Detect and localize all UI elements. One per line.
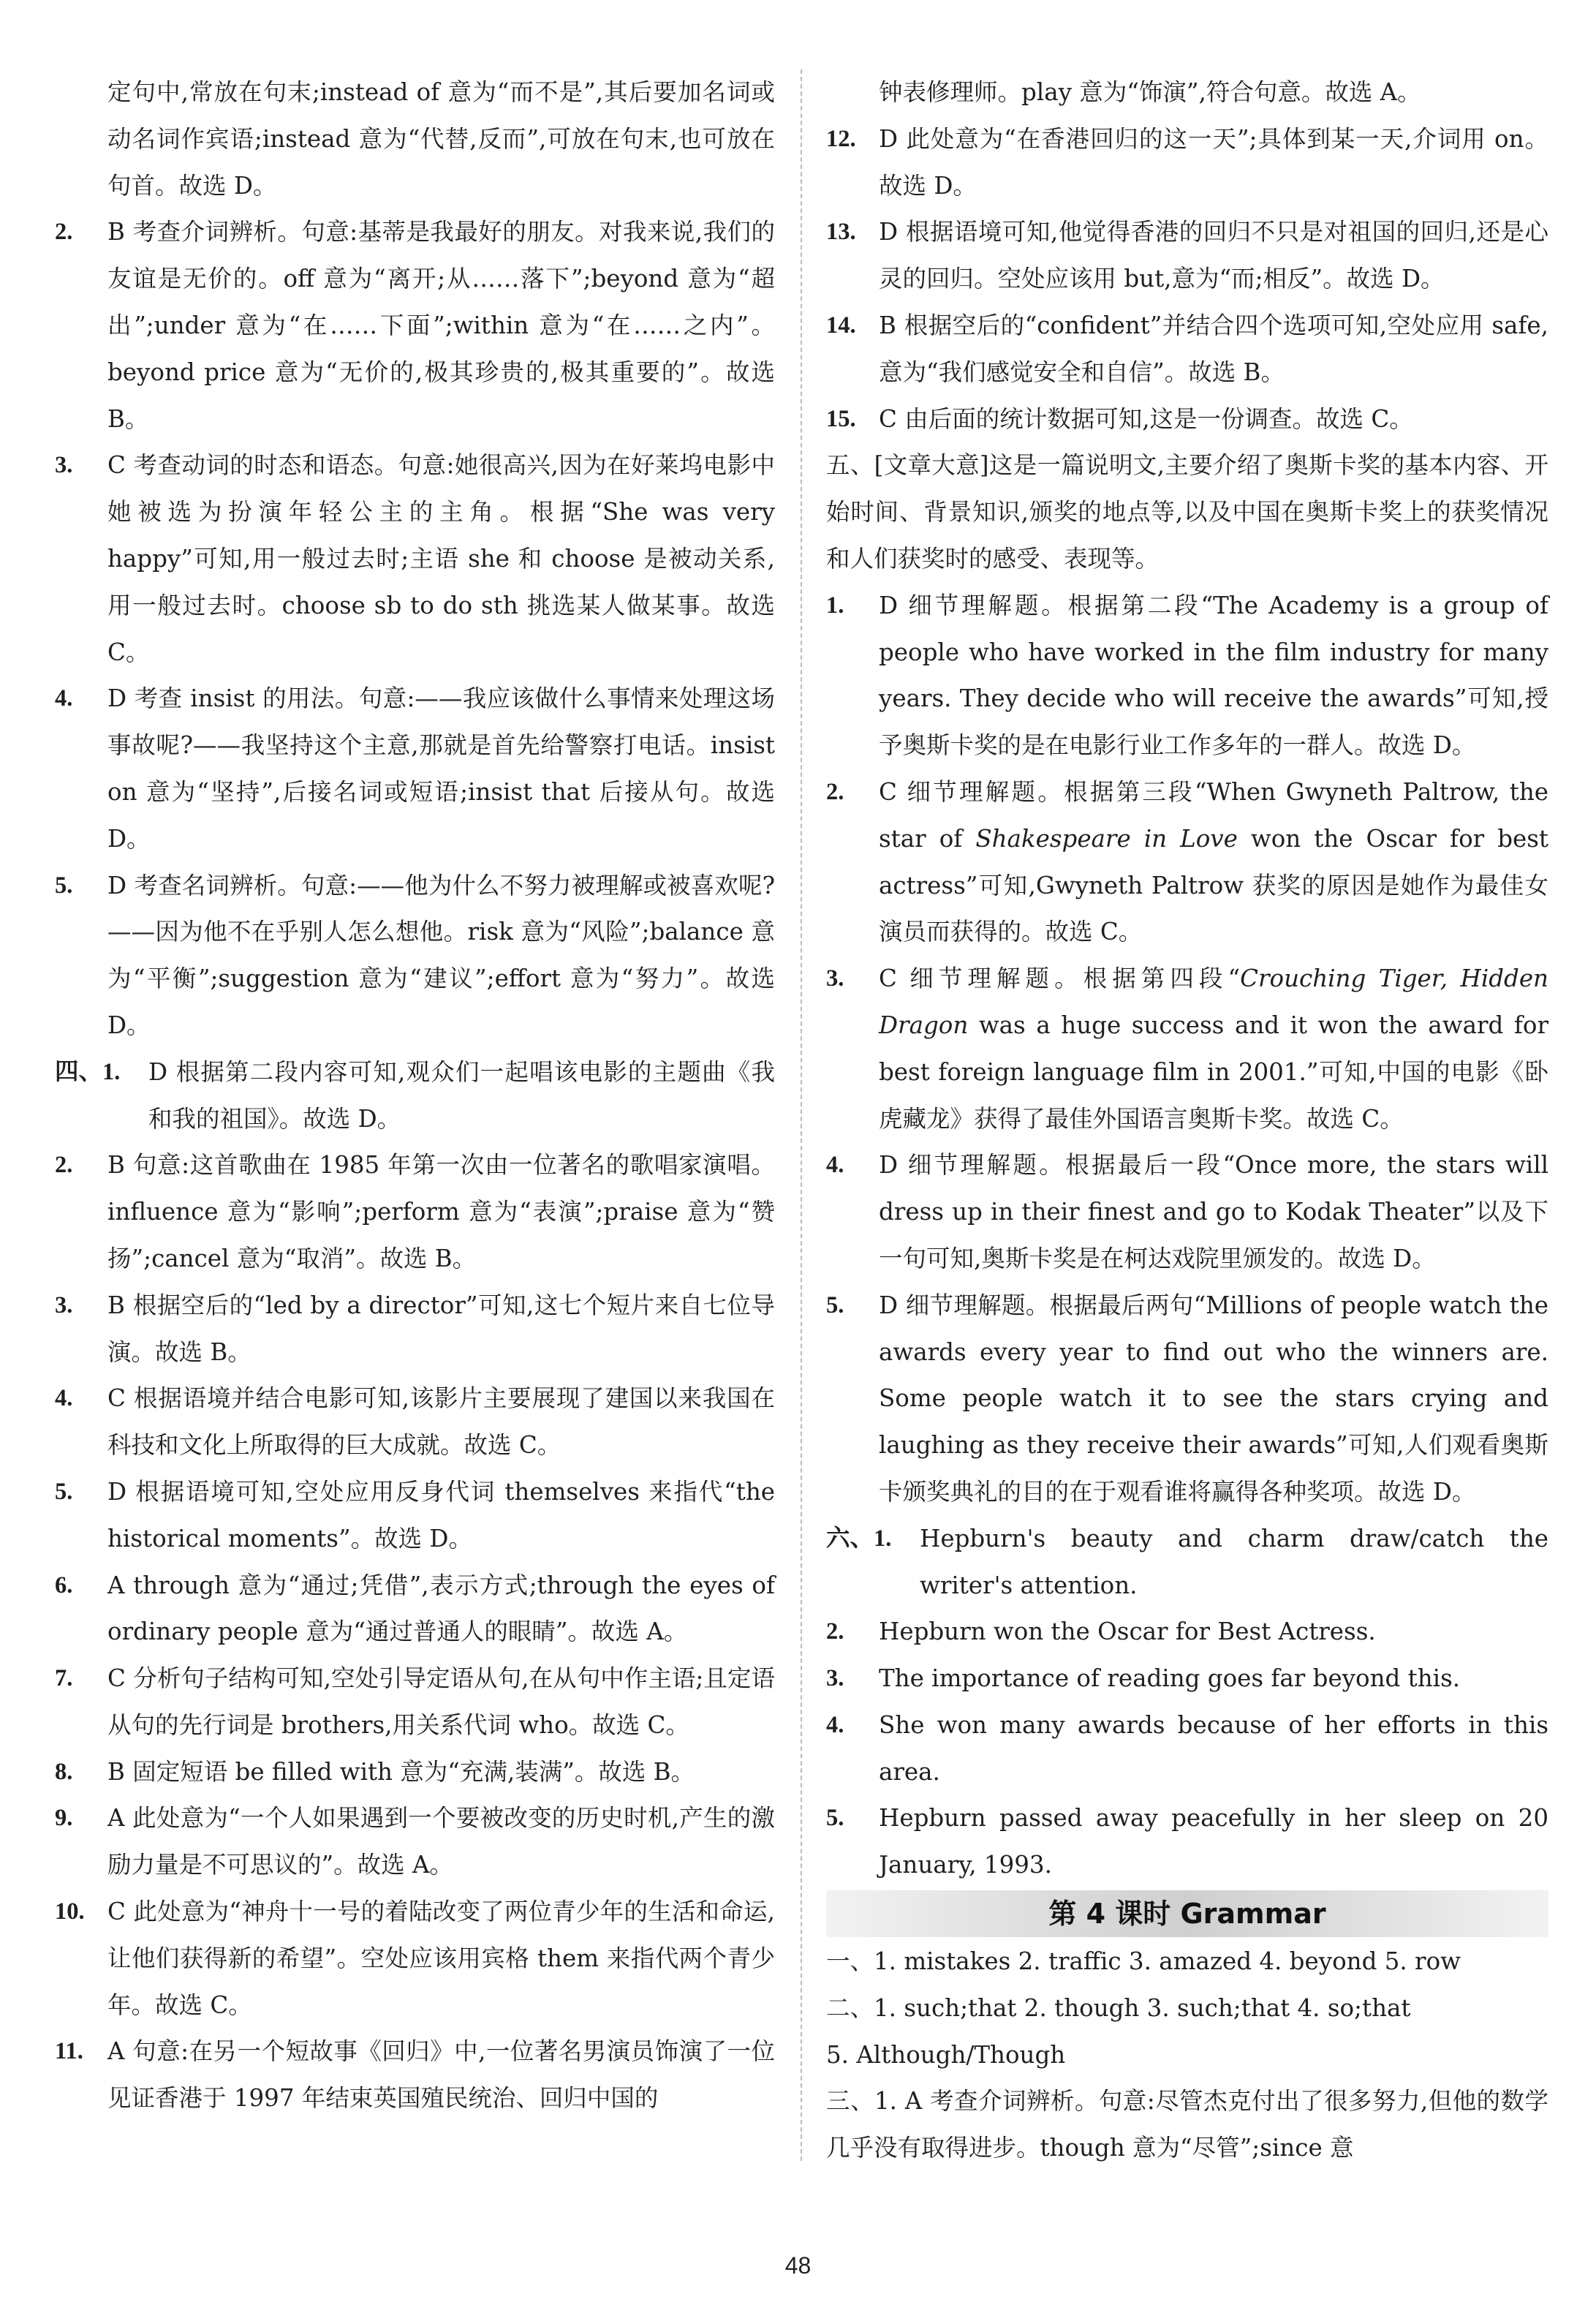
answer-line: 一、1. mistakes 2. traffic 3. amazed 4. beyond 5. row [826, 1947, 1461, 1976]
answer-item: 10. C 此处意为“神舟十一号的着陆改变了两位青少年的生活和命运,让他们获得新的希望”。空处应该用宾格 them 来指代两个青少年。故选 C。 [55, 1898, 775, 2019]
answer-item: 4. She won many awards because of her efforts in this area. [826, 1710, 1548, 1786]
page-number: 48 [784, 2252, 812, 2279]
answer-item: 六、1. Hepburn's beauty and charm draw/catch the writer's attention. [826, 1524, 1548, 1599]
answer-item: 5. D 细节理解题。根据最后两句“Millions of people watch the awards every year to find out who the winners are. Some people watch it to see the stars crying and laughing as they receive their awards”可知,人们观看奥斯卡颁奖典礼的目的在于观看谁将赢得各种奖项。故选 D。 [826, 1291, 1548, 1506]
answer-item: 2. C 细节理解题。根据第三段“When Gwyneth Paltrow, the star of Shakespeare in Love won the Oscar for best actress”可知,Gwyneth Paltrow 获奖的原因是她作为最佳女演员而获得的。故选 C。 [826, 777, 1548, 946]
answer-line: 二、1. such;that 2. though 3. such;that 4. so;that [826, 1993, 1411, 2022]
answer-item: 8. B 固定短语 be filled with 意为“充满,装满”。故选 B。 [55, 1757, 695, 1786]
lesson-heading-banner: 第 4 课时 Grammar [826, 1890, 1548, 1937]
answer-item: 2. B 考查介词辨析。句意:基蒂是我最好的朋友。对我来说,我们的友谊是无价的。off 意为“离开;从……落下”;beyond 意为“超出”;under 意为“在……下面”;within 意为“在……之内”。beyond price 意为“无价的,极其珍贵的,极其重要的”。故选 B。 [55, 218, 775, 433]
answer-item: 3. C 细节理解题。根据第四段“Crouching Tiger, Hidden Dragon was a huge success and it won the award for best foreign language film in 2001.”可知,中国的电影《卧虎藏龙》获得了最佳外国语言奥斯卡奖。故选 C。 [826, 965, 1548, 1133]
right-column [826, 69, 1548, 2172]
answer-item: 9. A 此处意为“一个人如果遇到一个要被改变的历史时机,产生的激励力量是不可思议的”。故选 A。 [55, 1804, 775, 1879]
answer-line: 三、1. A 考查介词辨析。句意:尽管杰克付出了很多努力,但他的数学几乎没有取得进步。though 意为“尽管”;since 意 [826, 2087, 1548, 2162]
answer-item: 3. The importance of reading goes far beyond this. [826, 1664, 1461, 1693]
answer-item: 4. D 考查 insist 的用法。句意:——我应该做什么事情来处理这场事故呢?——我坚持这个主意,那就是首先给警察打电话。insist on 意为“坚持”,后接名词或短语;insist that 后接从句。故选 D。 [55, 684, 775, 853]
answer-line: 5. Although/Though [826, 2040, 1066, 2069]
answer-item: 5. Hepburn passed away peacefully in her sleep on 20 January, 1993. [826, 1804, 1548, 1879]
answer-item: 2. Hepburn won the Oscar for Best Actress. [826, 1618, 1376, 1646]
answer-item: 定句中,常放在句末;instead of 意为“而不是”,其后要加名词或动名词作宾语;instead 意为“代替,反而”,可放在句末,也可放在句首。故选 D。 [107, 78, 775, 200]
answer-item: 12. D 此处意为“在香港回归的这一天”;具体到某一天,介词用 on。故选 D。 [826, 124, 1548, 200]
left-column [55, 69, 775, 2122]
answer-item: 15. C 由后面的统计数据可知,这是一份调查。故选 C。 [826, 404, 1413, 433]
answer-item: 11. A 句意:在另一个短故事《回归》中,一位著名男演员饰演了一位见证香港于 1997 年结束英国殖民统治、回归中国的 [55, 2037, 775, 2113]
answer-item: 14. B 根据空后的“confident”并结合四个选项可知,空处应用 safe,意为“我们感觉安全和自信”。故选 B。 [826, 311, 1548, 386]
answer-item: 13. D 根据语境可知,他觉得香港的回归不只是对祖国的回归,还是心灵的回归。空处应该用 but,意为“而;相反”。故选 D。 [826, 218, 1548, 293]
answer-item: 5. D 考查名词辨析。句意:——他为什么不努力被理解或被喜欢呢?——因为他不在乎别人怎么想他。risk 意为“风险”;balance 意为“平衡”;suggestion 意为“建议”;effort 意为“努力”。故选 D。 [55, 871, 775, 1039]
answer-item: 钟表修理师。play 意为“饰演”,符合句意。故选 A。 [879, 78, 1421, 106]
answer-item: 1. D 细节理解题。根据第二段“The Academy is a group of people who have worked in the film industry for many years. They decide who will receive the awards”可知,授予奥斯卡奖的是在电影行业工作多年的一群人。故选 D。 [826, 591, 1548, 760]
answer-item: 5. D 根据语境可知,空处应用反身代词 themselves 来指代“the historical moments”。故选 D。 [55, 1477, 775, 1552]
answer-item: 3. C 考查动词的时态和语态。句意:她很高兴,因为在好莱坞电影中她被选为扮演年轻公主的主角。根据“She was very happy”可知,用一般过去时;主语 she 和 choose 是被动关系,用一般过去时。choose sb to do sth 挑选某人做某事。故选 C。 [55, 451, 775, 666]
answer-item: 四、1. D 根据第二段内容可知,观众们一起唱该电影的主题曲《我和我的祖国》。故选 D。 [55, 1057, 775, 1133]
answer-item: 4. C 根据语境并结合电影可知,该影片主要展现了建国以来我国在科技和文化上所取得的巨大成就。故选 C。 [55, 1384, 775, 1460]
answer-item: 2. B 句意:这首歌曲在 1985 年第一次由一位著名的歌唱家演唱。influence 意为“影响”;perform 意为“表演”;praise 意为“赞扬”;cancel 意为“取消”。故选 B。 [55, 1151, 775, 1272]
answer-item: 7. C 分析句子结构可知,空处引导定语从句,在从句中作主语;且定语从句的先行词是 brothers,用关系代词 who。故选 C。 [55, 1664, 775, 1739]
answer-item: 3. B 根据空后的“led by a director”可知,这七个短片来自七位导演。故选 B。 [55, 1291, 775, 1366]
article-summary: 五、[文章大意]这是一篇说明文,主要介绍了奥斯卡奖的基本内容、开始时间、背景知识,颁奖的地点等,以及中国在奥斯卡奖上的获奖情况和人们获奖时的感受、表现等。 [826, 451, 1548, 573]
answer-item: 6. A through 意为“通过;凭借”,表示方式;through the eyes of ordinary people 意为“通过普通人的眼睛”。故选 A。 [55, 1571, 775, 1646]
column-divider [801, 69, 802, 2161]
answer-item: 4. D 细节理解题。根据最后一段“Once more, the stars will dress up in their finest and go to Kodak Theater”以及下一句可知,奥斯卡奖是在柯达戏院里颁发的。故选 D。 [826, 1151, 1548, 1272]
